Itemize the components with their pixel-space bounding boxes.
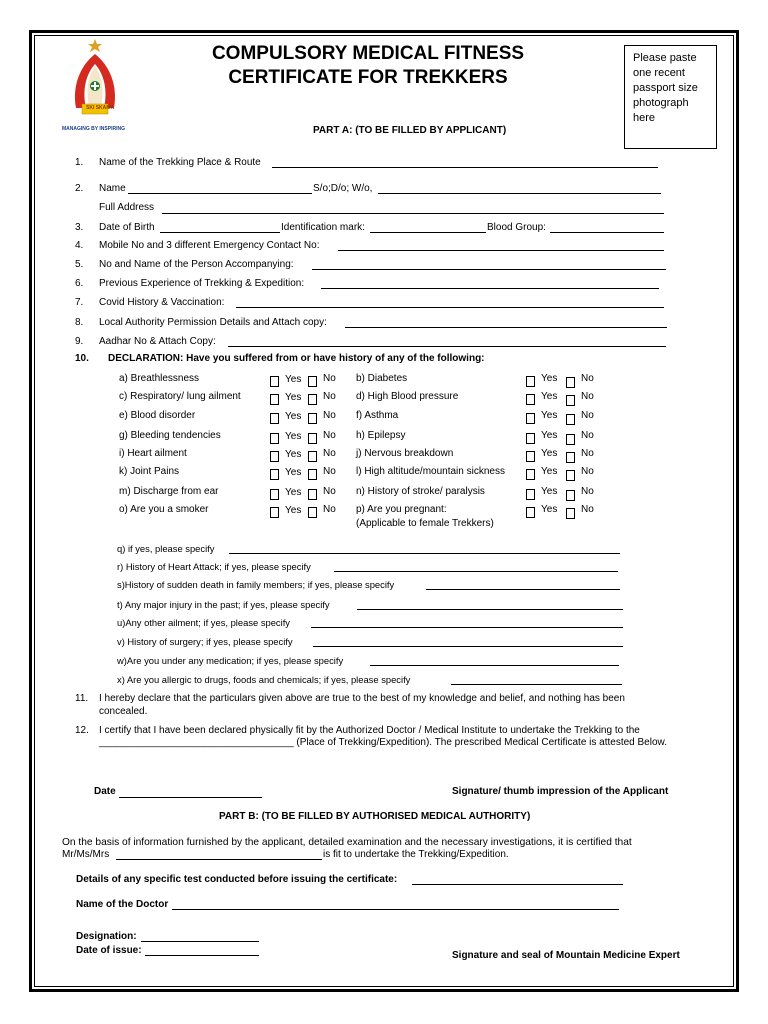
no-label: No bbox=[323, 486, 336, 497]
specify-field[interactable] bbox=[426, 589, 620, 590]
relation-field[interactable] bbox=[378, 193, 661, 194]
accompanying-label: No and Name of the Person Accompanying: bbox=[99, 259, 294, 270]
doctor-name-field[interactable] bbox=[172, 909, 619, 910]
item-number: 4. bbox=[75, 240, 84, 251]
condition-label: c) Respiratory/ lung ailment bbox=[119, 391, 241, 402]
no-label: No bbox=[323, 373, 336, 384]
no-label: No bbox=[323, 391, 336, 402]
item-number: 2. bbox=[75, 183, 84, 194]
no-label: No bbox=[581, 391, 594, 402]
pregnant-note: (Applicable to female Trekkers) bbox=[356, 518, 494, 529]
identification-field[interactable] bbox=[370, 232, 486, 233]
specify-field[interactable] bbox=[451, 684, 622, 685]
emergency-contact-label: Mobile No and 3 different Emergency Contact No: bbox=[99, 240, 320, 251]
no-checkbox[interactable] bbox=[566, 395, 575, 406]
part-b-line-1: On the basis of information furnished by the applicant, detailed examination and the necessary investigations, it is certified that bbox=[62, 837, 632, 848]
yes-label: Yes bbox=[541, 391, 558, 402]
yes-label: Yes bbox=[285, 505, 302, 516]
dob-label: Date of Birth bbox=[99, 222, 155, 233]
no-label: No bbox=[581, 430, 594, 441]
yes-checkbox[interactable] bbox=[526, 413, 535, 424]
logo-badge-text: SKI SKAMA bbox=[86, 105, 115, 111]
identification-label: Identification mark: bbox=[281, 222, 365, 233]
specify-label: t) Any major injury in the past; if yes, please specify bbox=[117, 599, 330, 610]
yes-label: Yes bbox=[541, 486, 558, 497]
title-line-2: CERTIFICATE FOR TREKKERS bbox=[228, 67, 508, 88]
declaration-11-line-2: concealed. bbox=[99, 706, 148, 717]
specify-field[interactable] bbox=[311, 627, 623, 628]
covid-label: Covid History & Vaccination: bbox=[99, 297, 225, 308]
part-b-name-field[interactable] bbox=[116, 859, 322, 860]
yes-checkbox[interactable] bbox=[526, 376, 535, 387]
experience-field[interactable] bbox=[321, 288, 659, 289]
no-label: No bbox=[581, 410, 594, 421]
item-number: 12. bbox=[75, 725, 89, 736]
yes-label: Yes bbox=[285, 449, 302, 460]
condition-label: f) Asthma bbox=[356, 410, 399, 421]
yes-label: Yes bbox=[285, 392, 302, 403]
organization-logo bbox=[62, 36, 130, 136]
yes-checkbox[interactable] bbox=[270, 376, 279, 387]
condition-label: h) Epilepsy bbox=[356, 430, 406, 441]
date-of-issue-label: Date of issue: bbox=[76, 945, 142, 956]
item-number: 10. bbox=[75, 353, 89, 364]
no-checkbox[interactable] bbox=[308, 507, 317, 518]
condition-label: i) Heart ailment bbox=[119, 448, 187, 459]
condition-label: d) High Blood pressure bbox=[356, 391, 459, 402]
part-b-name-label: Mr/Ms/Mrs bbox=[62, 849, 110, 860]
yes-label: Yes bbox=[285, 467, 302, 478]
doctor-name-label: Name of the Doctor bbox=[76, 899, 169, 910]
yes-checkbox[interactable] bbox=[526, 433, 535, 444]
condition-label: b) Diabetes bbox=[356, 373, 408, 384]
specify-field[interactable] bbox=[370, 665, 619, 666]
name-label: Name bbox=[99, 183, 126, 194]
condition-label: k) Joint Pains bbox=[119, 466, 180, 477]
specify-field[interactable] bbox=[313, 646, 623, 647]
condition-label: g) Bleeding tendencies bbox=[119, 430, 221, 441]
specify-field[interactable] bbox=[229, 553, 620, 554]
photo-paste-box[interactable]: Please paste one recent passport size photograph here bbox=[624, 45, 717, 149]
specify-label: v) History of surgery; if yes, please specify bbox=[117, 636, 293, 647]
yes-label: Yes bbox=[285, 411, 302, 422]
yes-checkbox[interactable] bbox=[526, 394, 535, 405]
blood-group-label: Blood Group: bbox=[487, 222, 546, 233]
no-label: No bbox=[581, 504, 594, 515]
no-label: No bbox=[323, 430, 336, 441]
no-checkbox[interactable] bbox=[566, 490, 575, 501]
test-details-label: Details of any specific test conducted before issuing the certificate: bbox=[76, 874, 398, 885]
yes-checkbox[interactable] bbox=[526, 507, 535, 518]
yes-label: Yes bbox=[541, 466, 558, 477]
declaration-heading: DECLARATION: Have you suffered from or have history of any of the following: bbox=[108, 353, 485, 364]
no-label: No bbox=[581, 486, 594, 497]
specify-field[interactable] bbox=[357, 609, 623, 610]
part-b-heading: PART B: (TO BE FILLED BY AUTHORISED MEDICAL AUTHORITY) bbox=[219, 811, 531, 822]
yes-checkbox[interactable] bbox=[270, 489, 279, 500]
expert-signature-label: Signature and seal of Mountain Medicine Expert bbox=[452, 950, 680, 961]
no-checkbox[interactable] bbox=[566, 434, 575, 445]
no-label: No bbox=[581, 448, 594, 459]
yes-checkbox[interactable] bbox=[270, 433, 279, 444]
no-checkbox[interactable] bbox=[566, 470, 575, 481]
specify-label: r) History of Heart Attack; if yes, please specify bbox=[117, 561, 311, 572]
blood-group-field[interactable] bbox=[550, 232, 664, 233]
item-number: 11. bbox=[75, 693, 89, 704]
yes-checkbox[interactable] bbox=[270, 413, 279, 424]
no-label: No bbox=[323, 448, 336, 459]
item-number: 8. bbox=[75, 317, 84, 328]
condition-label: o) Are you a smoker bbox=[119, 504, 209, 515]
full-address-field[interactable] bbox=[162, 213, 664, 214]
no-checkbox[interactable] bbox=[308, 376, 317, 387]
yes-checkbox[interactable] bbox=[526, 489, 535, 500]
item-number: 6. bbox=[75, 278, 84, 289]
accompanying-field[interactable] bbox=[312, 269, 666, 270]
designation-field[interactable] bbox=[141, 941, 259, 942]
no-checkbox[interactable] bbox=[308, 433, 317, 444]
yes-label: Yes bbox=[285, 431, 302, 442]
condition-label: j) Nervous breakdown bbox=[356, 448, 454, 459]
yes-checkbox[interactable] bbox=[270, 507, 279, 518]
yes-checkbox[interactable] bbox=[270, 451, 279, 462]
name-field[interactable] bbox=[128, 193, 312, 194]
condition-label: l) High altitude/mountain sickness bbox=[356, 466, 505, 477]
aadhar-label: Aadhar No & Attach Copy: bbox=[99, 336, 216, 347]
yes-label: Yes bbox=[541, 430, 558, 441]
specify-label: u)Any other ailment; if yes, please specify bbox=[117, 617, 290, 628]
item-number: 9. bbox=[75, 336, 84, 347]
specify-label: x) Are you allergic to drugs, foods and chemicals; if yes, please specify bbox=[117, 674, 411, 685]
part-a-heading: PART A: (TO BE FILLED BY APPLICANT) bbox=[313, 125, 507, 136]
experience-label: Previous Experience of Trekking & Expedition: bbox=[99, 278, 305, 289]
declaration-12-line-2: ___________________________________ (Place of Trekking/Expedition). The prescribed Medical Certificate is attested Below. bbox=[99, 737, 667, 748]
no-label: No bbox=[323, 410, 336, 421]
condition-label: m) Discharge from ear bbox=[119, 486, 219, 497]
yes-checkbox[interactable] bbox=[526, 469, 535, 480]
no-label: No bbox=[581, 466, 594, 477]
covid-field[interactable] bbox=[236, 307, 664, 308]
no-checkbox[interactable] bbox=[308, 394, 317, 405]
specify-label: q) if yes, please specify bbox=[117, 543, 215, 554]
local-authority-label: Local Authority Permission Details and Attach copy: bbox=[99, 317, 327, 328]
no-checkbox[interactable] bbox=[566, 414, 575, 425]
specify-field[interactable] bbox=[334, 571, 618, 572]
condition-label: n) History of stroke/ paralysis bbox=[356, 486, 485, 497]
yes-label: Yes bbox=[541, 448, 558, 459]
item-number: 1. bbox=[75, 157, 84, 168]
no-checkbox[interactable] bbox=[308, 469, 317, 480]
no-label: No bbox=[323, 504, 336, 515]
yes-checkbox[interactable] bbox=[526, 451, 535, 462]
declaration-12-line-1: I certify that I have been declared physically fit by the Authorized Doctor / Medical Institute to undertake the Trekking to the bbox=[99, 725, 640, 736]
yes-label: Yes bbox=[285, 374, 302, 385]
trekking-place-label: Name of the Trekking Place & Route bbox=[99, 157, 261, 168]
no-checkbox[interactable] bbox=[566, 508, 575, 519]
condition-label: e) Blood disorder bbox=[119, 410, 196, 421]
aadhar-field[interactable] bbox=[228, 346, 666, 347]
yes-label: Yes bbox=[541, 410, 558, 421]
no-checkbox[interactable] bbox=[308, 451, 317, 462]
applicant-signature-label: Signature/ thumb impression of the Applicant bbox=[452, 786, 669, 797]
no-checkbox[interactable] bbox=[566, 377, 575, 388]
dob-field[interactable] bbox=[160, 232, 280, 233]
date-field[interactable] bbox=[119, 797, 262, 798]
date-of-issue-field[interactable] bbox=[145, 955, 259, 956]
no-checkbox[interactable] bbox=[308, 413, 317, 424]
yes-label: Yes bbox=[541, 373, 558, 384]
specify-label: s)History of sudden death in family members; if yes, please specify bbox=[117, 579, 395, 590]
test-details-field[interactable] bbox=[412, 884, 623, 885]
yes-checkbox[interactable] bbox=[270, 469, 279, 480]
part-b-fit-text: is fit to undertake the Trekking/Expedition. bbox=[323, 849, 509, 860]
yes-label: Yes bbox=[541, 504, 558, 515]
local-authority-field[interactable] bbox=[345, 327, 667, 328]
yes-checkbox[interactable] bbox=[270, 394, 279, 405]
no-checkbox[interactable] bbox=[566, 452, 575, 463]
relation-label: S/o;D/o; W/o, bbox=[313, 183, 373, 194]
date-label: Date bbox=[94, 786, 116, 797]
logo-tagline: MANAGING BY INSPIRING bbox=[62, 126, 125, 132]
no-label: No bbox=[323, 466, 336, 477]
no-checkbox[interactable] bbox=[308, 489, 317, 500]
item-number: 7. bbox=[75, 297, 84, 308]
item-number: 3. bbox=[75, 222, 84, 233]
trekking-place-field[interactable] bbox=[272, 167, 658, 168]
specify-label: w)Are you under any medication; if yes, please specify bbox=[117, 655, 344, 666]
emergency-contact-field[interactable] bbox=[338, 250, 664, 251]
full-address-label: Full Address bbox=[99, 202, 155, 213]
no-label: No bbox=[581, 373, 594, 384]
condition-label: a) Breathlessness bbox=[119, 373, 200, 384]
declaration-11-line-1: I hereby declare that the particulars given above are true to the best of my knowledge and belief, and nothing has been bbox=[99, 693, 625, 704]
item-number: 5. bbox=[75, 259, 84, 270]
designation-label: Designation: bbox=[76, 931, 137, 942]
title-line-1: COMPULSORY MEDICAL FITNESS bbox=[211, 43, 525, 64]
yes-label: Yes bbox=[285, 487, 302, 498]
condition-label: p) Are you pregnant: bbox=[356, 504, 447, 515]
